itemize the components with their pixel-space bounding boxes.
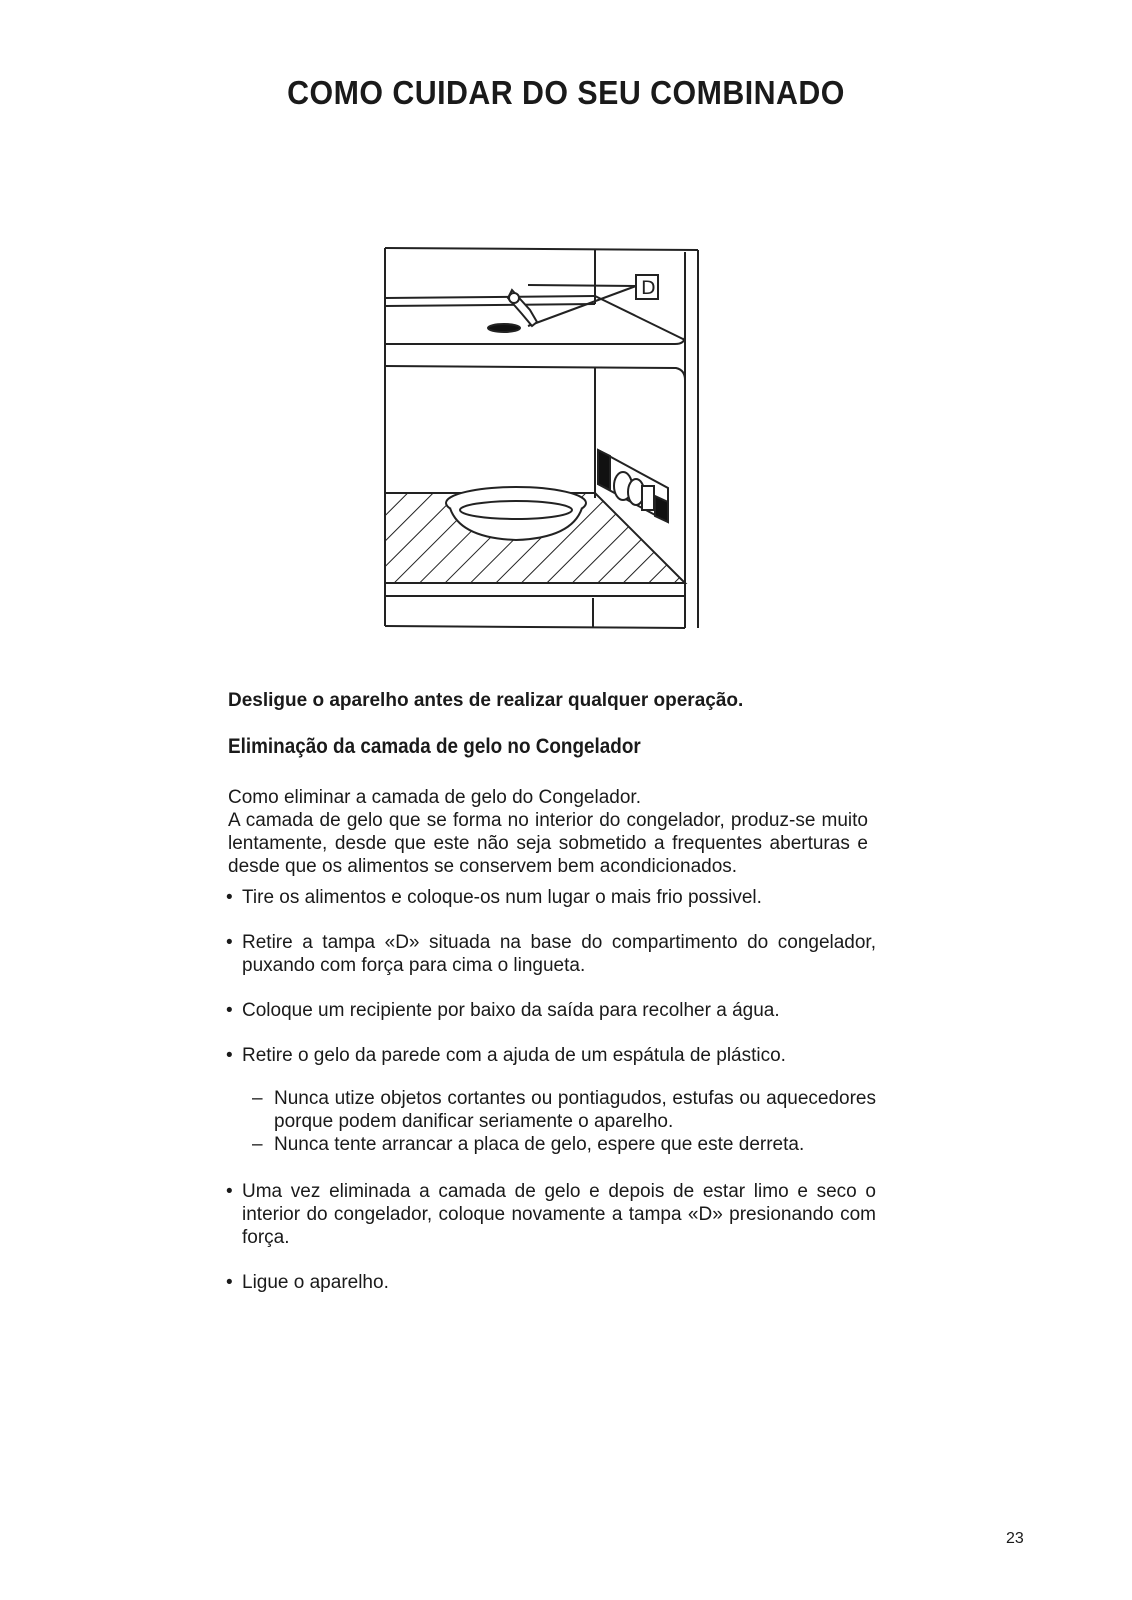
warning-text: Desligue o aparelho antes de realizar qualquer operação. [228,690,744,711]
list-item: • Tire os alimentos e coloque-os num lugar o mais frio possivel. [226,886,876,909]
list-item: • Retire a tampa «D» situada na base do compartimento do congelador, puxando com força para cima o lingueta. [226,931,876,977]
figure-label-d: D [641,277,656,299]
section-heading: Eliminação da camada de gelo no Congelador [228,735,641,758]
warning-notes [242,1087,876,1156]
list-item: • Uma vez eliminada a camada de gelo e depois de estar limo e seco o interior do congelador, coloque novamente a tampa «D» presionando com força. [226,1180,876,1249]
note-item: – Nunca tente arrancar a placa de gelo, espere que este derreta. [242,1133,876,1156]
list-item: • Ligue o aparelho. [226,1271,876,1294]
note-item: – Nunca utize objetos cortantes ou pontiagudos, estufas ou aquecedores porque podem danificar seriamente o aparelho. [242,1087,876,1133]
page-title: COMO CUIDAR DO SEU COMBINADO [287,74,845,111]
intro-line: A camada de gelo que se forma no interior do congelador, produz-se muito lentamente, desde que este não seja sobmetido a frequentes aberturas e desde que os alimentos se conservem bem acondicionados. [228,810,868,877]
page-number: 23 [1006,1530,1024,1547]
freezer-defrost-illustration [380,240,710,640]
intro-paragraph [228,786,868,878]
list-item: • Coloque um recipiente por baixo da saída para recolher a água. [226,999,876,1022]
instruction-list [226,886,876,1294]
intro-line: Como eliminar a camada de gelo do Congelador. [228,787,641,808]
list-item-text: Retire o gelo da parede com a ajuda de um espátula de plástico. [242,1045,786,1066]
list-item [226,1044,876,1156]
